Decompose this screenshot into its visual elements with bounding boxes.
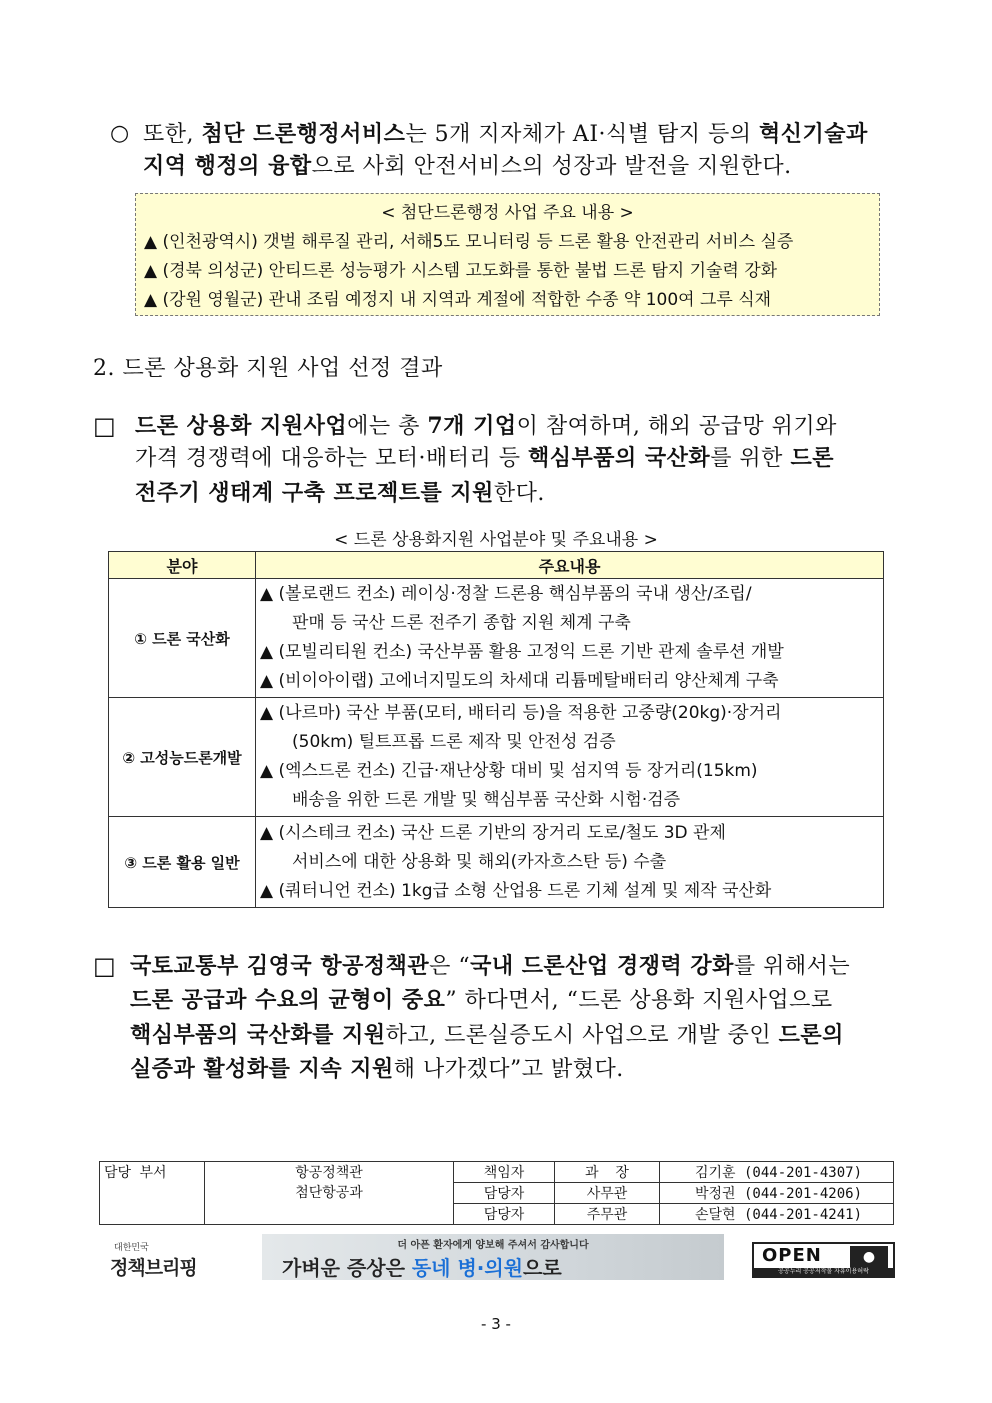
- para2-line-1: [130, 949, 850, 984]
- bold-text: 실증과 활성화를 지속 지원: [130, 1056, 394, 1082]
- row-line: 서비스에 대한 상용화 및 해외(카자흐스탄 등) 수출: [292, 851, 667, 872]
- banner-text-b: 동네 병·의원: [411, 1256, 524, 1280]
- dept-label: 담당 부서: [100, 1162, 205, 1225]
- row-line: ▲ (시스테크 컨소) 국산 드론 기반의 장거리 도로/철도 3D 관제: [260, 822, 726, 843]
- bold-text: 드론 상용화 지원사업: [135, 413, 348, 439]
- support-table: [108, 551, 884, 908]
- box-title: < 첨단드론행정 사업 주요 내용 >: [381, 203, 634, 223]
- page-number: - 3 -: [481, 1315, 511, 1333]
- row-line: ▲ (쿼터니언 컨소) 1kg급 소형 산업용 드론 기체 설계 및 제작 국산화: [260, 880, 772, 901]
- para2-bullet: □: [93, 952, 117, 980]
- bold-text: 핵심부품의 국산화: [528, 445, 711, 471]
- open-sub-text: 공공누리 공공저작물 자유이용허락: [754, 1268, 893, 1276]
- row-line: ▲ (모빌리티원 컨소) 국산부품 활용 고정익 드론 기반 관제 솔루션 개발: [260, 642, 784, 662]
- text-run: 는 5개 지자체가 AI·식별 탐지 등의: [405, 122, 759, 147]
- contact-role: 책임자: [454, 1162, 555, 1183]
- bold-text: 국내 드론산업 경쟁력 강화: [470, 953, 734, 979]
- header-field: 분야: [109, 552, 256, 579]
- contact-title: 과 장: [555, 1162, 660, 1183]
- para1-line-2: [135, 441, 834, 476]
- text-run: 를 위해서는: [733, 954, 851, 979]
- row-line: ▲ (볼로랜드 컨소) 레이싱·정찰 드론용 핵심부품의 국내 생산/조립/: [260, 584, 752, 604]
- table-row: [109, 579, 884, 698]
- row-content: [256, 698, 884, 817]
- dept-name: 첨단항공과: [295, 1185, 363, 1201]
- bold-text: 지역 행정의 융합: [143, 153, 312, 179]
- text-run: 또한,: [143, 122, 202, 147]
- text-run: ” 하다면서, “드론 상용화 지원사업으로: [445, 988, 833, 1013]
- contact-title: 주무관: [555, 1204, 660, 1225]
- logo-main-text: 정책브리핑: [110, 1257, 197, 1279]
- dept-names: [205, 1162, 454, 1225]
- box-item: ▲ (인천광역시) 갯벌 해루질 관리, 서해5도 모니터링 등 드론 활용 안전관리 서비스 실증: [144, 232, 794, 252]
- bold-text: 국토교통부 김영국 항공정책관: [130, 953, 430, 979]
- row-field: ③ 드론 활용 일반: [109, 817, 256, 908]
- row-content: [256, 817, 884, 908]
- bold-text: 드론: [790, 445, 834, 471]
- dept-name: 항공정책관: [295, 1165, 363, 1181]
- table-row: [109, 817, 884, 908]
- bold-text: 첨단 드론행정서비스: [201, 121, 406, 147]
- open-label: OPEN: [762, 1245, 822, 1266]
- attribution-icon: ●: [850, 1246, 888, 1268]
- contact-role: 담당자: [454, 1183, 555, 1204]
- para2-line-3: [130, 1018, 844, 1053]
- policy-briefing-logo: [110, 1240, 220, 1280]
- row-line: ▲ (엑스드론 컨소) 긴급·재난상황 대비 및 섬지역 등 장거리(15km): [260, 761, 758, 781]
- contact-name: 손달현 (044-201-4241): [660, 1204, 894, 1225]
- bold-text: 전주기 생태계 구축 프로젝트를 지원: [135, 480, 494, 506]
- contact-role: 담당자: [454, 1204, 555, 1225]
- text-run: 하고, 드론실증도시 사업으로 개발 중인: [385, 1023, 779, 1048]
- bold-text: 핵심부품의 국산화를 지원: [130, 1022, 386, 1048]
- row-field: ① 드론 국산화: [109, 579, 256, 698]
- intro-line-1: [143, 117, 868, 152]
- para2-line-4: [130, 1052, 624, 1087]
- intro-bullet: ○: [110, 121, 130, 146]
- row-line: 판매 등 국산 드론 전주기 종합 지원 체계 구축: [292, 613, 631, 633]
- box-item: ▲ (경북 의성군) 안티드론 성능평가 시스템 고도화를 통한 불법 드론 탐지 기술력 강화: [144, 261, 778, 281]
- text-run: 으로 사회 안전서비스의 성장과 발전을 지원한다.: [311, 154, 792, 179]
- para1-line-3: [135, 476, 545, 511]
- banner-top-text: 더 아픈 환자에게 양보해 주셔서 감사합니다: [397, 1240, 589, 1251]
- bold-text: 7개 기업: [427, 413, 517, 439]
- contact-title: 사무관: [555, 1183, 660, 1204]
- table-header-row: [109, 552, 884, 579]
- section-heading: 2. 드론 상용화 지원 사업 선정 결과: [93, 356, 443, 381]
- text-run: 한다.: [493, 481, 545, 506]
- para1-line-1: [135, 409, 837, 444]
- bold-text: 드론 공급과 수요의 균형이 중요: [130, 987, 446, 1013]
- banner-text-a: 가벼운 증상은: [282, 1256, 412, 1280]
- text-run: 해 나가겠다”고 밝혔다.: [393, 1057, 624, 1082]
- para1-bullet: □: [93, 412, 117, 440]
- text-run: 에는 총: [347, 414, 428, 439]
- para2-line-2: [130, 983, 833, 1018]
- bold-text: 혁신기술과: [759, 121, 868, 147]
- text-run: 를 위한: [710, 446, 791, 471]
- text-run: 가격 경쟁력에 대응하는 모터·배터리 등: [135, 446, 528, 471]
- table-row: [109, 698, 884, 817]
- table-caption: < 드론 상용화지원 사업분야 및 주요내용 >: [334, 530, 658, 550]
- contact-table: [99, 1161, 894, 1225]
- intro-line-2: [143, 149, 792, 184]
- bold-text: 드론의: [778, 1022, 844, 1048]
- contact-name: 김기훈 (044-201-4307): [660, 1162, 894, 1183]
- logo-small-text: 대한민국: [114, 1243, 149, 1253]
- row-content: [256, 579, 884, 698]
- banner-text-c: 으로: [523, 1256, 562, 1280]
- text-run: 이 참여하며, 해외 공급망 위기와: [516, 414, 837, 439]
- contact-name: 박정권 (044-201-4206): [660, 1183, 894, 1204]
- row-line: ▲ (나르마) 국산 부품(모터, 배터리 등)을 적용한 고중량(20kg)·장거리: [260, 703, 782, 723]
- row-line: (50km) 틸트프롭 드론 제작 및 안전성 검증: [292, 732, 616, 752]
- clinic-banner[interactable]: [262, 1234, 724, 1280]
- row-field: ② 고성능드론개발: [109, 698, 256, 817]
- text-run: 은 “: [429, 954, 471, 979]
- header-content: 주요내용: [256, 552, 884, 579]
- drone-admin-summary-box: [135, 193, 880, 316]
- box-item: ▲ (강원 영월군) 관내 조림 예정지 내 지역과 계절에 적합한 수종 약 100여 그루 식재: [144, 290, 772, 310]
- open-license-badge: [752, 1242, 895, 1278]
- row-line: ▲ (비이아이랩) 고에너지밀도의 차세대 리튬메탈배터리 양산체계 구축: [260, 671, 779, 691]
- row-line: 배송을 위한 드론 개발 및 핵심부품 국산화 시험·검증: [292, 790, 681, 810]
